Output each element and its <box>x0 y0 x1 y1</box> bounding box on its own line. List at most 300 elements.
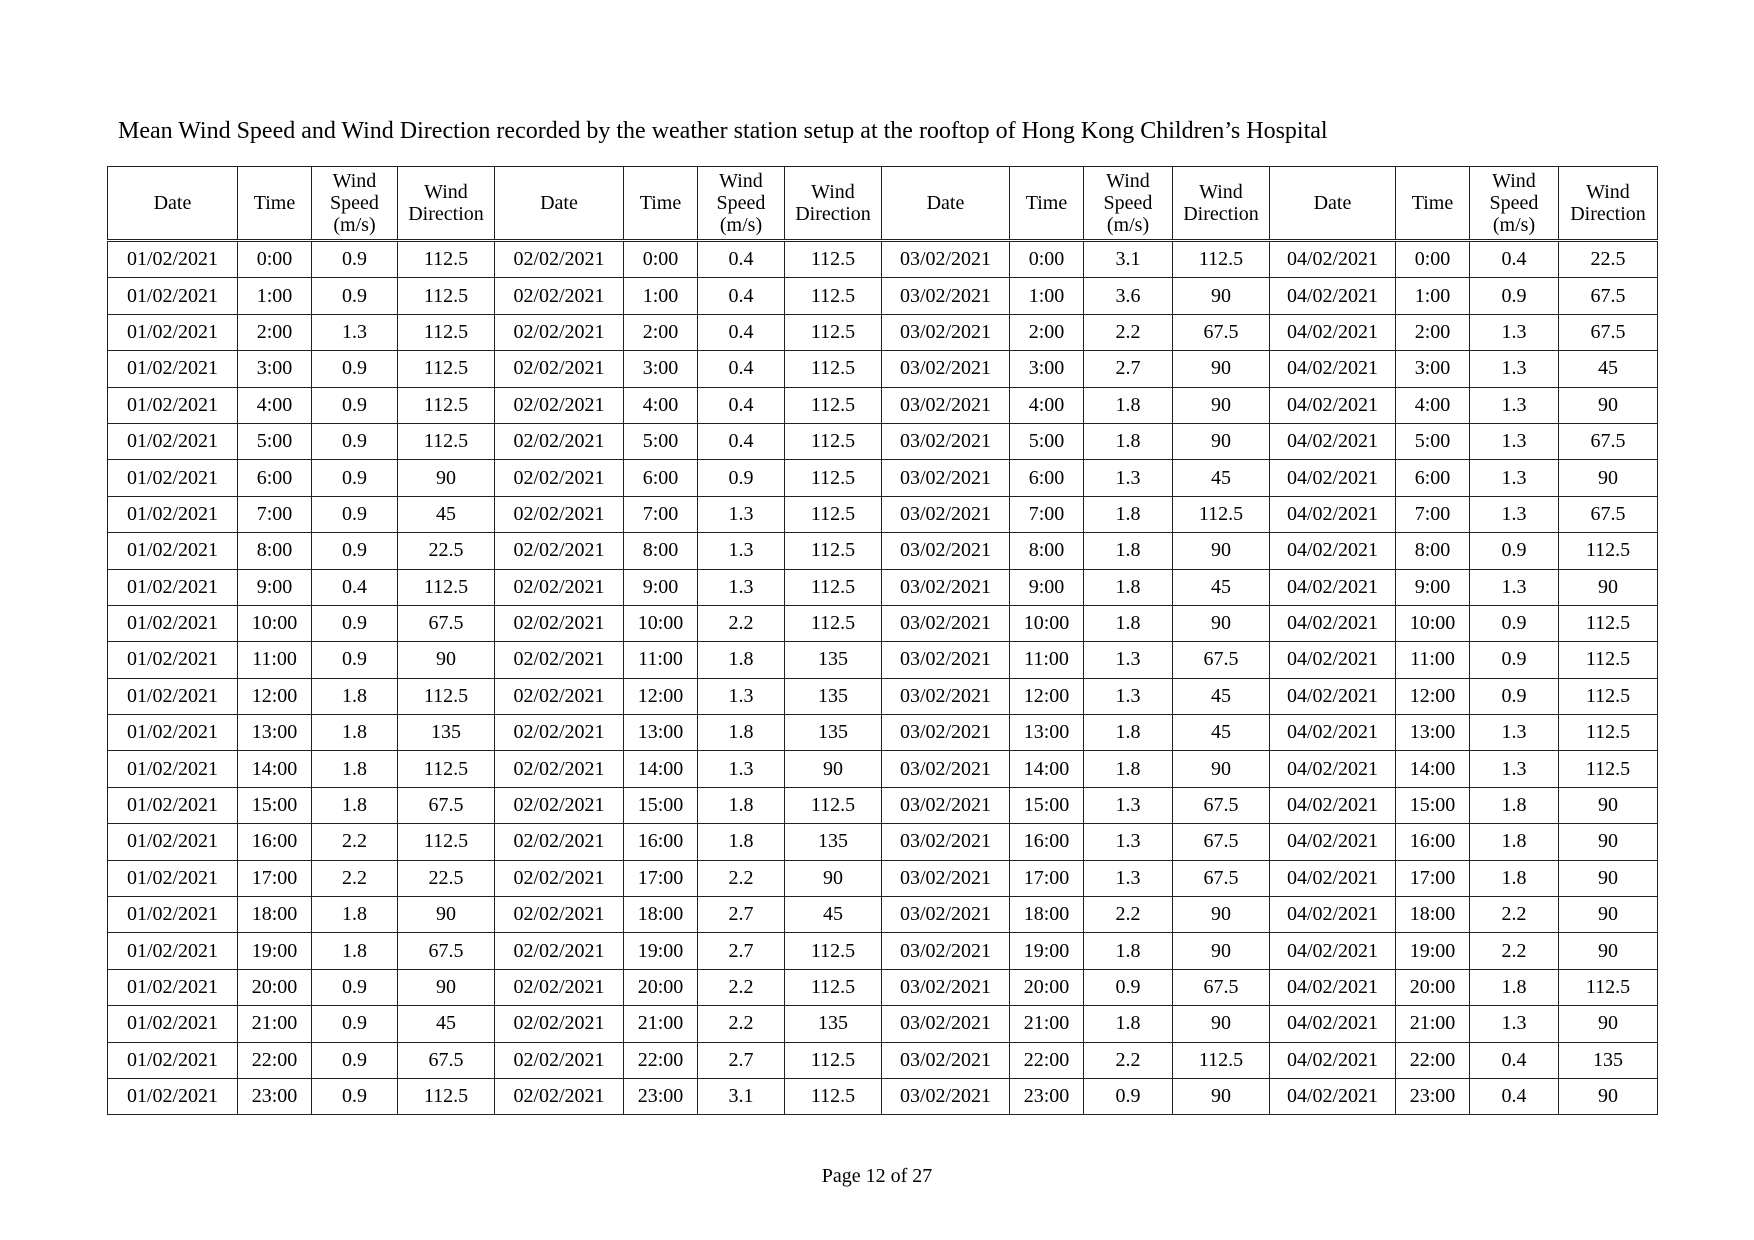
table-cell: 0.9 <box>312 1006 398 1042</box>
table-cell: 1.8 <box>698 787 785 823</box>
table-cell: 112.5 <box>1559 678 1658 714</box>
table-cell: 90 <box>1559 787 1658 823</box>
table-cell: 04/02/2021 <box>1270 897 1396 933</box>
table-row <box>108 1042 1658 1078</box>
table-cell: 1.3 <box>1470 314 1559 350</box>
table-cell: 14:00 <box>1396 751 1470 787</box>
table-cell: 02/02/2021 <box>495 933 624 969</box>
table-cell: 112.5 <box>785 460 882 496</box>
table-cell: 1.3 <box>1084 824 1173 860</box>
table-cell: 0:00 <box>238 241 312 278</box>
table-cell: 04/02/2021 <box>1270 1006 1396 1042</box>
table-cell: 2.2 <box>312 860 398 896</box>
table-cell: 18:00 <box>238 897 312 933</box>
table-cell: 02/02/2021 <box>495 715 624 751</box>
table-cell: 2.7 <box>698 933 785 969</box>
table-cell: 90 <box>1173 351 1270 387</box>
table-cell: 22.5 <box>398 860 495 896</box>
table-cell: 03/02/2021 <box>882 1078 1010 1114</box>
table-header-row <box>108 167 1658 241</box>
table-cell: 2.2 <box>698 1006 785 1042</box>
table-cell: 112.5 <box>1559 715 1658 751</box>
table-cell: 04/02/2021 <box>1270 496 1396 532</box>
table-cell: 16:00 <box>1396 824 1470 860</box>
table-row <box>108 933 1658 969</box>
table-cell: 02/02/2021 <box>495 787 624 823</box>
table-cell: 1.3 <box>1084 860 1173 896</box>
table-cell: 11:00 <box>624 642 698 678</box>
table-cell: 16:00 <box>624 824 698 860</box>
table-row <box>108 241 1658 278</box>
table-cell: 02/02/2021 <box>495 533 624 569</box>
column-header-date: Date <box>882 167 1010 241</box>
table-cell: 8:00 <box>624 533 698 569</box>
table-cell: 45 <box>1559 351 1658 387</box>
table-cell: 13:00 <box>1010 715 1084 751</box>
table-cell: 112.5 <box>785 314 882 350</box>
table-cell: 5:00 <box>238 423 312 459</box>
table-row <box>108 969 1658 1005</box>
table-row <box>108 715 1658 751</box>
table-cell: 0.9 <box>1084 969 1173 1005</box>
table-cell: 01/02/2021 <box>108 569 238 605</box>
table-cell: 0.4 <box>1470 1078 1559 1114</box>
table-cell: 23:00 <box>624 1078 698 1114</box>
table-cell: 18:00 <box>624 897 698 933</box>
table-cell: 02/02/2021 <box>495 605 624 641</box>
table-cell: 90 <box>1173 605 1270 641</box>
table-cell: 1.8 <box>1470 787 1559 823</box>
table-cell: 03/02/2021 <box>882 1042 1010 1078</box>
table-cell: 67.5 <box>1173 860 1270 896</box>
table-cell: 90 <box>1173 933 1270 969</box>
table-cell: 7:00 <box>238 496 312 532</box>
table-cell: 0.4 <box>698 241 785 278</box>
table-cell: 1.8 <box>1084 533 1173 569</box>
table-cell: 10:00 <box>1396 605 1470 641</box>
table-cell: 04/02/2021 <box>1270 787 1396 823</box>
table-cell: 135 <box>785 824 882 860</box>
table-cell: 67.5 <box>398 787 495 823</box>
table-cell: 01/02/2021 <box>108 241 238 278</box>
table-cell: 67.5 <box>1173 787 1270 823</box>
table-cell: 7:00 <box>1396 496 1470 532</box>
table-cell: 0.9 <box>1470 678 1559 714</box>
table-cell: 112.5 <box>785 278 882 314</box>
table-cell: 90 <box>1559 897 1658 933</box>
table-cell: 0.4 <box>1470 241 1559 278</box>
table-row <box>108 278 1658 314</box>
table-cell: 21:00 <box>238 1006 312 1042</box>
table-cell: 0.4 <box>1470 1042 1559 1078</box>
column-header-time: Time <box>1396 167 1470 241</box>
table-cell: 112.5 <box>1559 533 1658 569</box>
table-cell: 1.8 <box>1084 569 1173 605</box>
table-body <box>108 241 1658 1115</box>
table-cell: 22:00 <box>624 1042 698 1078</box>
table-cell: 0.9 <box>312 460 398 496</box>
table-cell: 01/02/2021 <box>108 897 238 933</box>
table-cell: 2.2 <box>1470 933 1559 969</box>
table-cell: 1.8 <box>1470 860 1559 896</box>
table-cell: 1.8 <box>312 678 398 714</box>
table-cell: 135 <box>785 715 882 751</box>
table-cell: 02/02/2021 <box>495 314 624 350</box>
table-cell: 04/02/2021 <box>1270 533 1396 569</box>
table-cell: 02/02/2021 <box>495 969 624 1005</box>
table-cell: 112.5 <box>785 496 882 532</box>
table-cell: 11:00 <box>238 642 312 678</box>
table-cell: 01/02/2021 <box>108 1078 238 1114</box>
table-cell: 03/02/2021 <box>882 824 1010 860</box>
table-cell: 9:00 <box>624 569 698 605</box>
table-cell: 1.8 <box>698 715 785 751</box>
table-cell: 0.9 <box>312 351 398 387</box>
table-cell: 04/02/2021 <box>1270 423 1396 459</box>
table-cell: 2.2 <box>698 605 785 641</box>
table-cell: 5:00 <box>1396 423 1470 459</box>
table-cell: 03/02/2021 <box>882 423 1010 459</box>
column-header-wind-speed: Wind Speed (m/s) <box>1084 167 1173 241</box>
table-cell: 112.5 <box>785 933 882 969</box>
table-cell: 15:00 <box>238 787 312 823</box>
table-cell: 9:00 <box>1010 569 1084 605</box>
table-cell: 112.5 <box>398 824 495 860</box>
table-cell: 1.8 <box>1470 824 1559 860</box>
table-cell: 3.1 <box>1084 241 1173 278</box>
table-cell: 04/02/2021 <box>1270 314 1396 350</box>
table-cell: 03/02/2021 <box>882 278 1010 314</box>
table-cell: 112.5 <box>785 569 882 605</box>
table-cell: 22:00 <box>1010 1042 1084 1078</box>
table-cell: 02/02/2021 <box>495 1006 624 1042</box>
table-cell: 02/02/2021 <box>495 351 624 387</box>
table-cell: 90 <box>398 897 495 933</box>
table-cell: 03/02/2021 <box>882 897 1010 933</box>
table-cell: 2.7 <box>698 897 785 933</box>
table-cell: 03/02/2021 <box>882 969 1010 1005</box>
table-cell: 112.5 <box>398 569 495 605</box>
table-cell: 45 <box>1173 715 1270 751</box>
table-cell: 112.5 <box>1559 642 1658 678</box>
table-cell: 45 <box>398 1006 495 1042</box>
table-cell: 3:00 <box>1396 351 1470 387</box>
table-row <box>108 569 1658 605</box>
table-cell: 1:00 <box>238 278 312 314</box>
table-cell: 135 <box>785 678 882 714</box>
table-cell: 03/02/2021 <box>882 460 1010 496</box>
table-cell: 01/02/2021 <box>108 387 238 423</box>
table-cell: 02/02/2021 <box>495 1042 624 1078</box>
table-cell: 135 <box>1559 1042 1658 1078</box>
table-cell: 03/02/2021 <box>882 387 1010 423</box>
table-cell: 22.5 <box>1559 241 1658 278</box>
table-cell: 90 <box>1559 569 1658 605</box>
table-cell: 9:00 <box>238 569 312 605</box>
table-cell: 1.8 <box>312 933 398 969</box>
table-cell: 04/02/2021 <box>1270 605 1396 641</box>
table-cell: 1.8 <box>698 642 785 678</box>
table-cell: 112.5 <box>785 1042 882 1078</box>
table-cell: 1.8 <box>1084 387 1173 423</box>
table-cell: 90 <box>1173 533 1270 569</box>
table-cell: 2:00 <box>1396 314 1470 350</box>
table-cell: 02/02/2021 <box>495 897 624 933</box>
table-cell: 13:00 <box>624 715 698 751</box>
table-cell: 03/02/2021 <box>882 642 1010 678</box>
table-cell: 01/02/2021 <box>108 678 238 714</box>
table-cell: 03/02/2021 <box>882 1006 1010 1042</box>
table-cell: 67.5 <box>1173 642 1270 678</box>
table-cell: 17:00 <box>1396 860 1470 896</box>
table-cell: 67.5 <box>398 933 495 969</box>
table-cell: 03/02/2021 <box>882 241 1010 278</box>
table-cell: 0.9 <box>312 496 398 532</box>
table-cell: 90 <box>1559 387 1658 423</box>
table-cell: 1.8 <box>1084 751 1173 787</box>
table-cell: 13:00 <box>238 715 312 751</box>
table-cell: 03/02/2021 <box>882 787 1010 823</box>
table-row <box>108 824 1658 860</box>
table-cell: 67.5 <box>1173 969 1270 1005</box>
table-cell: 03/02/2021 <box>882 933 1010 969</box>
table-cell: 0.4 <box>698 351 785 387</box>
table-cell: 67.5 <box>1559 314 1658 350</box>
column-header-wind-speed: Wind Speed (m/s) <box>698 167 785 241</box>
table-cell: 45 <box>1173 569 1270 605</box>
table-cell: 90 <box>1559 460 1658 496</box>
table-cell: 04/02/2021 <box>1270 678 1396 714</box>
table-cell: 135 <box>398 715 495 751</box>
table-cell: 01/02/2021 <box>108 351 238 387</box>
table-cell: 17:00 <box>1010 860 1084 896</box>
table-cell: 2.2 <box>1084 314 1173 350</box>
table-cell: 1.3 <box>698 569 785 605</box>
table-row <box>108 533 1658 569</box>
table-cell: 112.5 <box>1559 751 1658 787</box>
table-cell: 45 <box>1173 460 1270 496</box>
table-cell: 01/02/2021 <box>108 460 238 496</box>
table-cell: 21:00 <box>1010 1006 1084 1042</box>
table-cell: 45 <box>398 496 495 532</box>
table-cell: 67.5 <box>398 1042 495 1078</box>
table-cell: 14:00 <box>238 751 312 787</box>
table-cell: 67.5 <box>1559 423 1658 459</box>
table-cell: 18:00 <box>1396 897 1470 933</box>
table-cell: 02/02/2021 <box>495 387 624 423</box>
table-cell: 1.3 <box>1470 423 1559 459</box>
table-cell: 04/02/2021 <box>1270 751 1396 787</box>
table-cell: 112.5 <box>785 241 882 278</box>
table-row <box>108 314 1658 350</box>
table-cell: 20:00 <box>624 969 698 1005</box>
table-cell: 90 <box>1173 387 1270 423</box>
table-cell: 112.5 <box>785 351 882 387</box>
table-cell: 02/02/2021 <box>495 678 624 714</box>
table-cell: 0.9 <box>1470 605 1559 641</box>
table-cell: 22:00 <box>238 1042 312 1078</box>
table-cell: 0.9 <box>1084 1078 1173 1114</box>
table-cell: 67.5 <box>398 605 495 641</box>
table-cell: 8:00 <box>1010 533 1084 569</box>
table-cell: 90 <box>1173 1078 1270 1114</box>
table-cell: 01/02/2021 <box>108 533 238 569</box>
table-cell: 04/02/2021 <box>1270 241 1396 278</box>
table-cell: 2:00 <box>1010 314 1084 350</box>
table-cell: 2.7 <box>1084 351 1173 387</box>
table-row <box>108 678 1658 714</box>
table-cell: 1.3 <box>312 314 398 350</box>
table-cell: 04/02/2021 <box>1270 278 1396 314</box>
table-cell: 8:00 <box>238 533 312 569</box>
table-cell: 15:00 <box>1010 787 1084 823</box>
table-cell: 90 <box>1173 897 1270 933</box>
table-cell: 8:00 <box>1396 533 1470 569</box>
table-cell: 02/02/2021 <box>495 241 624 278</box>
table-cell: 3.1 <box>698 1078 785 1114</box>
table-cell: 90 <box>1559 1078 1658 1114</box>
table-cell: 02/02/2021 <box>495 751 624 787</box>
table-cell: 20:00 <box>1396 969 1470 1005</box>
table-cell: 2.7 <box>698 1042 785 1078</box>
table-cell: 03/02/2021 <box>882 715 1010 751</box>
table-cell: 90 <box>398 969 495 1005</box>
table-cell: 0.9 <box>312 1042 398 1078</box>
table-cell: 12:00 <box>624 678 698 714</box>
table-cell: 112.5 <box>398 387 495 423</box>
table-cell: 15:00 <box>624 787 698 823</box>
table-cell: 19:00 <box>238 933 312 969</box>
table-cell: 112.5 <box>1559 605 1658 641</box>
table-cell: 0.4 <box>698 387 785 423</box>
table-cell: 0:00 <box>1396 241 1470 278</box>
table-cell: 01/02/2021 <box>108 496 238 532</box>
table-cell: 112.5 <box>1173 1042 1270 1078</box>
table-cell: 0:00 <box>1010 241 1084 278</box>
table-cell: 10:00 <box>238 605 312 641</box>
table-cell: 01/02/2021 <box>108 423 238 459</box>
table-cell: 1:00 <box>1010 278 1084 314</box>
table-cell: 03/02/2021 <box>882 605 1010 641</box>
table-cell: 02/02/2021 <box>495 569 624 605</box>
table-cell: 03/02/2021 <box>882 533 1010 569</box>
table-cell: 01/02/2021 <box>108 933 238 969</box>
table-cell: 16:00 <box>1010 824 1084 860</box>
table-cell: 17:00 <box>624 860 698 896</box>
table-cell: 19:00 <box>1010 933 1084 969</box>
table-cell: 0.9 <box>312 642 398 678</box>
column-header-date: Date <box>108 167 238 241</box>
table-row <box>108 423 1658 459</box>
table-cell: 2.2 <box>698 860 785 896</box>
table-cell: 02/02/2021 <box>495 496 624 532</box>
table-cell: 02/02/2021 <box>495 1078 624 1114</box>
table-cell: 11:00 <box>1396 642 1470 678</box>
table-cell: 1.3 <box>1470 351 1559 387</box>
table-cell: 02/02/2021 <box>495 460 624 496</box>
table-cell: 01/02/2021 <box>108 642 238 678</box>
column-header-wind-speed: Wind Speed (m/s) <box>312 167 398 241</box>
table-cell: 112.5 <box>785 1078 882 1114</box>
table-cell: 0.9 <box>312 241 398 278</box>
table-cell: 2:00 <box>624 314 698 350</box>
table-cell: 04/02/2021 <box>1270 969 1396 1005</box>
table-cell: 3:00 <box>1010 351 1084 387</box>
table-cell: 112.5 <box>785 605 882 641</box>
table-cell: 112.5 <box>398 241 495 278</box>
table-cell: 6:00 <box>1010 460 1084 496</box>
table-cell: 0.4 <box>312 569 398 605</box>
table-cell: 23:00 <box>1396 1078 1470 1114</box>
column-header-wind-direction: Wind Direction <box>785 167 882 241</box>
table-cell: 3.6 <box>1084 278 1173 314</box>
table-cell: 67.5 <box>1559 278 1658 314</box>
table-cell: 03/02/2021 <box>882 860 1010 896</box>
table-cell: 01/02/2021 <box>108 751 238 787</box>
table-cell: 9:00 <box>1396 569 1470 605</box>
column-header-wind-direction: Wind Direction <box>398 167 495 241</box>
table-cell: 1.3 <box>1084 642 1173 678</box>
table-cell: 01/02/2021 <box>108 314 238 350</box>
column-header-time: Time <box>1010 167 1084 241</box>
table-row <box>108 787 1658 823</box>
table-cell: 1.3 <box>698 751 785 787</box>
table-cell: 19:00 <box>624 933 698 969</box>
table-cell: 01/02/2021 <box>108 278 238 314</box>
table-cell: 0.9 <box>312 1078 398 1114</box>
table-cell: 1.8 <box>312 715 398 751</box>
table-cell: 17:00 <box>238 860 312 896</box>
table-cell: 67.5 <box>1559 496 1658 532</box>
table-cell: 1.8 <box>1084 496 1173 532</box>
table-cell: 0.9 <box>312 278 398 314</box>
table-cell: 1.3 <box>1470 387 1559 423</box>
table-cell: 5:00 <box>624 423 698 459</box>
table-cell: 04/02/2021 <box>1270 715 1396 751</box>
table-cell: 2:00 <box>238 314 312 350</box>
table-cell: 04/02/2021 <box>1270 1042 1396 1078</box>
column-header-date: Date <box>495 167 624 241</box>
table-row <box>108 387 1658 423</box>
table-cell: 0:00 <box>624 241 698 278</box>
table-cell: 03/02/2021 <box>882 751 1010 787</box>
page-title: Mean Wind Speed and Wind Direction recorded by the weather station setup at the rooftop of Hong Kong Children’s Hospital <box>118 118 1328 144</box>
table-cell: 1.8 <box>312 897 398 933</box>
table-cell: 112.5 <box>785 423 882 459</box>
table-cell: 04/02/2021 <box>1270 351 1396 387</box>
table-cell: 04/02/2021 <box>1270 569 1396 605</box>
table-cell: 7:00 <box>1010 496 1084 532</box>
table-cell: 03/02/2021 <box>882 569 1010 605</box>
table-cell: 1.3 <box>698 678 785 714</box>
table-cell: 0.4 <box>698 314 785 350</box>
table-cell: 90 <box>1559 860 1658 896</box>
table-cell: 04/02/2021 <box>1270 460 1396 496</box>
table-cell: 2.2 <box>312 824 398 860</box>
table-cell: 1.3 <box>698 533 785 569</box>
table-cell: 90 <box>1173 1006 1270 1042</box>
table-cell: 01/02/2021 <box>108 1006 238 1042</box>
table-cell: 16:00 <box>238 824 312 860</box>
table-cell: 6:00 <box>1396 460 1470 496</box>
table-cell: 02/02/2021 <box>495 860 624 896</box>
table-row <box>108 351 1658 387</box>
table-cell: 90 <box>1173 278 1270 314</box>
table-cell: 90 <box>1559 1006 1658 1042</box>
table-cell: 112.5 <box>398 351 495 387</box>
table-cell: 4:00 <box>1010 387 1084 423</box>
table-row <box>108 751 1658 787</box>
